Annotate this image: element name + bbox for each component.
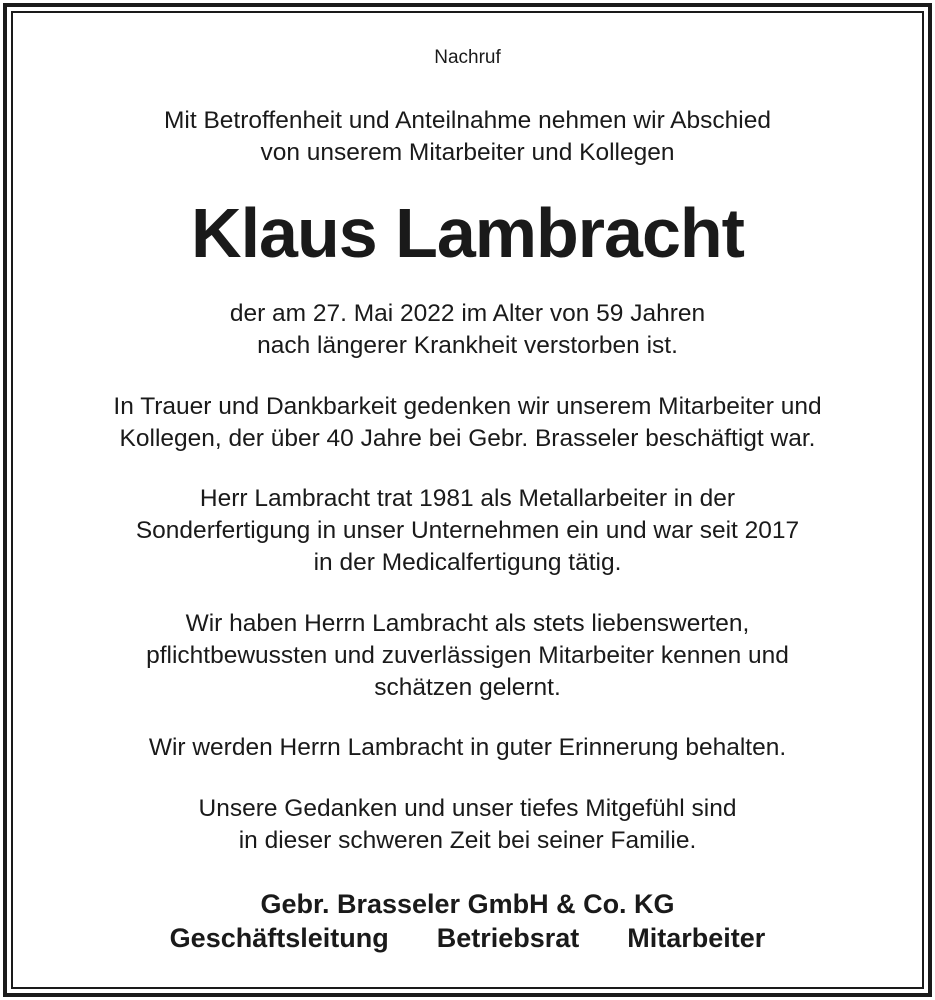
signature-group-employees: Mitarbeiter	[627, 923, 766, 953]
notice-kicker: Nachruf	[434, 47, 501, 68]
intro-line-1: Mit Betroffenheit und Anteilnahme nehmen wir Abschied	[164, 107, 771, 134]
signature-company: Gebr. Brasseler GmbH & Co. KG	[260, 889, 675, 919]
appreciation-line-3: schätzen gelernt.	[374, 674, 561, 701]
condolence-line-2: in dieser schweren Zeit bei seiner Familie.	[238, 827, 697, 854]
intro-line-2: von unserem Mitarbeiter und Kollegen	[260, 139, 675, 166]
signature-group-works-council: Betriebsrat	[436, 923, 580, 953]
passing-line-2: nach längerer Krankheit verstorben ist.	[257, 332, 678, 359]
passing-line-1: der am 27. Mai 2022 im Alter von 59 Jahren	[229, 300, 706, 327]
condolence-line-1: Unsere Gedanken und unser tiefes Mitgefühl sind	[198, 795, 737, 822]
career-line-2: Sonderfertigung in unser Unternehmen ein und war seit 2017	[135, 517, 800, 544]
career-line-1: Herr Lambracht trat 1981 als Metallarbeiter in der	[199, 485, 736, 512]
gratitude-line-1: In Trauer und Dankbarkeit gedenken wir unserem Mitarbeiter und	[113, 393, 822, 420]
signature-group-management: Geschäftsleitung	[169, 923, 389, 953]
memory-line: Wir werden Herrn Lambracht in guter Erinnerung behalten.	[148, 734, 787, 761]
appreciation-line-1: Wir haben Herrn Lambracht als stets liebenswerten,	[185, 610, 750, 637]
gratitude-line-2: Kollegen, der über 40 Jahre bei Gebr. Brasseler beschäftigt war.	[119, 425, 816, 452]
signature-groups	[20, 921, 915, 955]
career-line-3: in der Medicalfertigung tätig.	[313, 549, 622, 576]
deceased-name: Klaus Lambracht	[191, 194, 744, 272]
appreciation-line-2: pflichtbewussten und zuverlässigen Mitarbeiter kennen und	[146, 642, 789, 669]
